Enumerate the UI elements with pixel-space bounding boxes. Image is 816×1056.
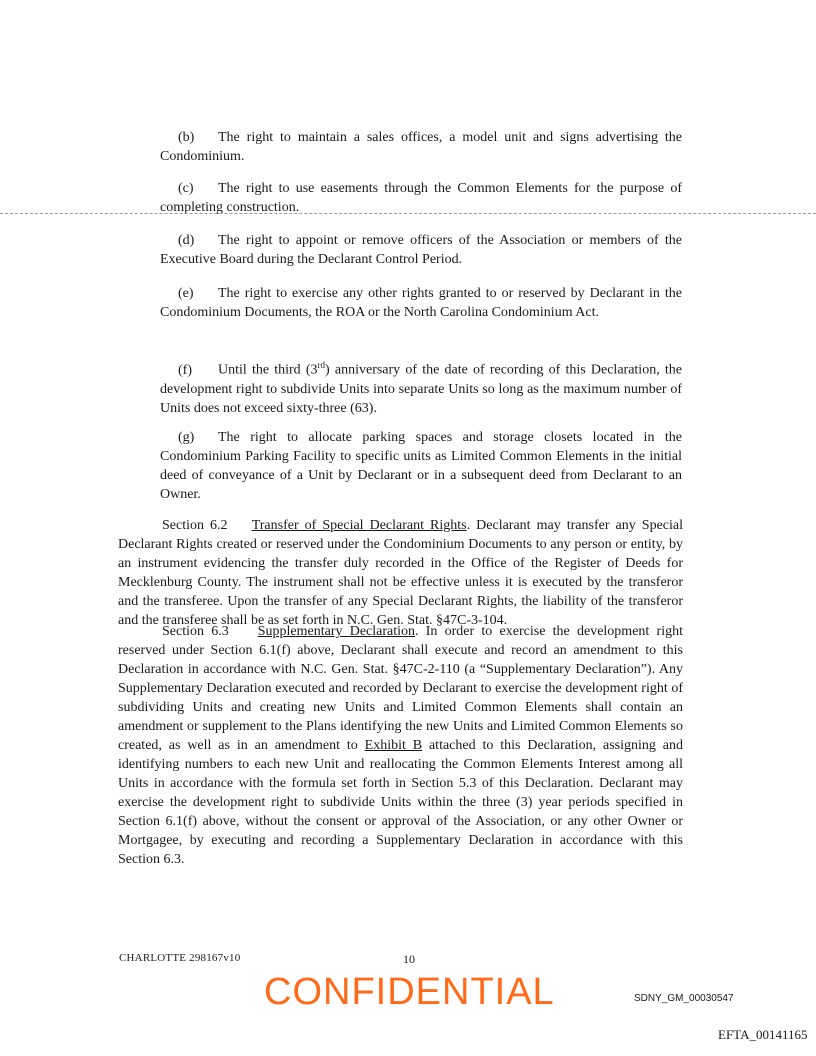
item-text: ) anniversary of the date of recording of this Declaration, the development right to subdivide Units into separate Units so long as the maximum number of Units does not exceed sixty-three (63).: [160, 362, 682, 416]
item-label: (c): [178, 181, 194, 196]
item-text: Until the third (3: [218, 362, 318, 378]
item-f: [160, 356, 682, 418]
item-text: The right to appoint or remove officers of the Association or members of the Executive Board during the Declarant Control Period.: [160, 233, 682, 267]
item-label: (g): [178, 430, 195, 445]
item-label: (b): [178, 130, 195, 145]
exhibit-reference: Exhibit B: [364, 738, 423, 753]
section-title: Transfer of Special Declarant Rights: [251, 518, 467, 533]
section-body: . In order to exercise the development right reserved under Section 6.1(f) above, Declarant shall execute and record an amendment to this Declaration in accordance with N.C. Gen. Stat. §47C-2-110 (a “Supplementary Declaration”). Any Supplementary Declaration executed and recorded by Declarant to exercise the development right of subdividing Units and creating new Units and Limited Common Elements shall contain an amendment or supplement to the Plans identifying the new Units and Limited Common Elements so created, as well as in an amendment to: [118, 624, 683, 753]
efta-number: EFTA_00141165: [718, 1027, 808, 1042]
item-superscript: rd: [317, 360, 326, 370]
item-b: [160, 128, 682, 166]
item-label: (f): [178, 362, 192, 378]
page-number: 10: [403, 952, 415, 966]
section-title: Supplementary Declaration: [257, 624, 415, 639]
bates-number: SDNY_GM_00030547: [634, 993, 734, 1004]
item-text: The right to allocate parking spaces and storage closets located in the Condominium Parking Facility to specific units as Limited Common Elements in the initial deed of conveyance of a Unit by Declarant or in a subsequent deed from Declarant to an Owner.: [160, 430, 682, 502]
item-text: The right to use easements through the Common Elements for the purpose of completing construction.: [160, 181, 682, 215]
item-label: (e): [178, 286, 194, 301]
item-d: [160, 231, 682, 269]
document-id: CHARLOTTE 298167v10: [119, 952, 241, 964]
scan-artifact-line: [0, 213, 816, 214]
section-body: . Declarant may transfer any Special Declarant Rights created or reserved under the Condominium Documents to any person or entity, by an instrument evidencing the transfer duly recorded in the Office of the Register of Deeds for Mecklenburg County. The instrument shall not be effective unless it is executed by the transferor and the transferee. Upon the transfer of any Special Declarant Rights, the liability of the transferor and the transferee shall be as set forth in N.C. Gen. Stat. §47C-3-104.: [118, 518, 684, 628]
section-number: Section 6.2: [162, 518, 228, 533]
section-6-2: [118, 516, 683, 630]
item-label: (d): [178, 233, 195, 248]
item-e: [160, 284, 682, 322]
section-6-3: [118, 622, 683, 869]
item-text: The right to maintain a sales offices, a model unit and signs advertising the Condominium.: [160, 130, 682, 164]
item-c: [160, 179, 682, 217]
confidential-stamp: CONFIDENTIAL: [264, 971, 555, 1013]
section-body: attached to this Declaration, assigning and identifying numbers to each new Unit and reallocating the Common Elements Interest among all Units in accordance with the formula set forth in Section 5.3 of this Declaration. Declarant may exercise the development right to subdivide Units within the three (3) year periods specified in Section 6.1(f) above, without the consent or approval of the Association, or any other Owner or Mortgagee, by executing and recording a Supplementary Declaration in accordance with this Section 6.3.: [118, 738, 684, 867]
item-g: [160, 428, 682, 504]
section-number: Section 6.3: [162, 624, 229, 639]
item-text: The right to exercise any other rights granted to or reserved by Declarant in the Condominium Documents, the ROA or the North Carolina Condominium Act.: [160, 286, 682, 320]
